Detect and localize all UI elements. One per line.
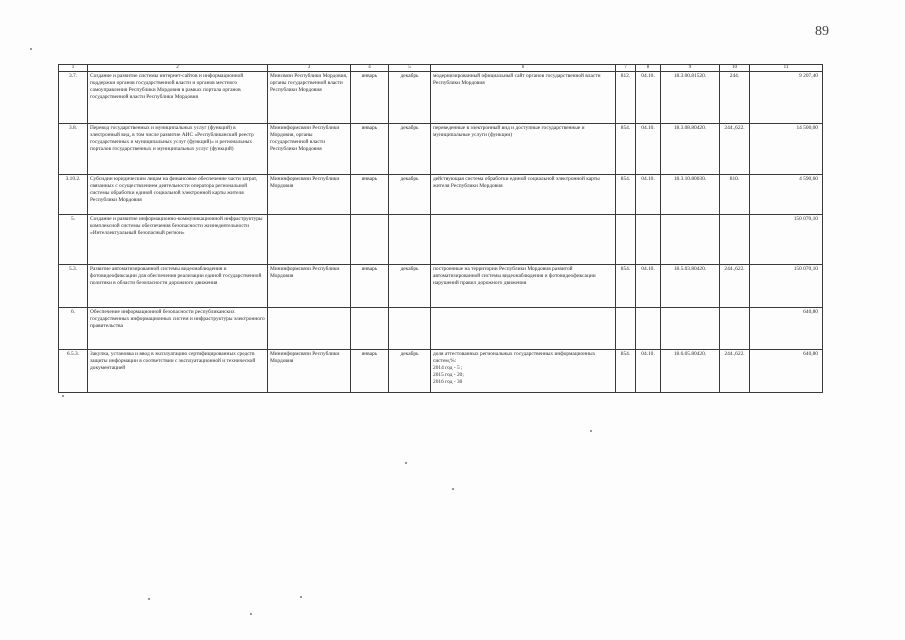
start-month: январь bbox=[351, 265, 389, 308]
code-expense-type bbox=[720, 215, 750, 265]
scan-speck bbox=[148, 598, 150, 600]
end-month: декабрь bbox=[389, 124, 431, 175]
executor: Минсвязи Республики Мордовия, органы государственной власти Республики Мордовия bbox=[268, 72, 351, 124]
end-month bbox=[389, 215, 431, 265]
amount: 640,80 bbox=[750, 350, 823, 393]
expected-result bbox=[431, 308, 616, 350]
expected-result: построенные на территории Республики Мордовия развитой автоматизированной системы видеонаблюдения и фотовидеофиксации нарушений правил дорожного движения bbox=[431, 265, 616, 308]
code-grbs: 854. bbox=[616, 175, 636, 215]
expected-result: переведенные в электронный вид и доступные государственные и муниципальные услуги (функции) bbox=[431, 124, 616, 175]
code-section bbox=[636, 308, 661, 350]
code-grbs: 854. bbox=[616, 124, 636, 175]
budget-table bbox=[58, 64, 823, 393]
measure-description: Создание и развитие информационно-коммуникационной инфраструктуры комплексной системы обеспечения безопасности жизнедеятельности «Интеллектуальный безопасный регион» bbox=[88, 215, 268, 265]
executor: Мининформсвязи Республики Мордовия bbox=[268, 265, 351, 308]
code-target: 18.3.00.81520. bbox=[661, 72, 720, 124]
executor bbox=[268, 215, 351, 265]
scan-speck bbox=[250, 613, 252, 615]
code-target bbox=[661, 308, 720, 350]
amount: 4 590,60 bbox=[750, 175, 823, 215]
amount: 150 070,10 bbox=[750, 215, 823, 265]
scan-speck bbox=[452, 488, 454, 490]
scan-speck bbox=[300, 596, 302, 598]
code-target: 18.6.05.80420. bbox=[661, 350, 720, 393]
code-target: 18.3.08.80420. bbox=[661, 124, 720, 175]
row-number: 5.3. bbox=[59, 265, 88, 308]
scan-speck bbox=[62, 395, 64, 397]
code-grbs bbox=[616, 215, 636, 265]
row-number: 5. bbox=[59, 215, 88, 265]
code-section: 04.10. bbox=[636, 265, 661, 308]
scan-speck bbox=[590, 430, 592, 432]
start-month bbox=[351, 308, 389, 350]
end-month: декабрь bbox=[389, 350, 431, 393]
column-number-row bbox=[59, 65, 823, 72]
result-line: 2016 год - 30 bbox=[433, 379, 463, 385]
result-line: 2014 год - 5 ; bbox=[433, 365, 463, 371]
table-row bbox=[59, 308, 823, 350]
executor: Мининформсвязи Республики Мордовия bbox=[268, 350, 351, 393]
measure-description: Перевод государственных и муниципальных услуг (функций) в электронный вид, в том числе развитие АИС «Республиканский реестр государственных и муниципальных услуг (функций)» и региональных порталов государственных и муниципальных услуг (функций) bbox=[88, 124, 268, 175]
row-number: 6. bbox=[59, 308, 88, 350]
amount: 150 070,10 bbox=[750, 265, 823, 308]
expected-result bbox=[431, 350, 616, 393]
measure-description: Обеспечение информационной безопасности республиканских государственных информационных систем и инфраструктуры электронного правительства bbox=[88, 308, 268, 350]
executor bbox=[268, 308, 351, 350]
scan-speck bbox=[405, 462, 407, 464]
col-header: 6 bbox=[431, 65, 616, 72]
amount: 14 500,00 bbox=[750, 124, 823, 175]
code-grbs: 854. bbox=[616, 350, 636, 393]
end-month: декабрь bbox=[389, 72, 431, 124]
col-header: 8 bbox=[636, 65, 661, 72]
code-expense-type: 244.,622. bbox=[720, 265, 750, 308]
result-text: доля аттестованных региональных государственных информационных систем,%: bbox=[433, 351, 596, 364]
measure-description: Субсидии юридическим лицам на финансовое обеспечение части затрат, связанных с осуществлением деятельности оператора региональной системы обработки единой социальной электронной карты жителя Республики Мордовия bbox=[88, 175, 268, 215]
expected-result bbox=[431, 215, 616, 265]
col-header: 5 bbox=[389, 65, 431, 72]
code-grbs bbox=[616, 308, 636, 350]
end-month bbox=[389, 308, 431, 350]
table-row bbox=[59, 265, 823, 308]
col-header: 2 bbox=[88, 65, 268, 72]
code-target bbox=[661, 215, 720, 265]
col-header: 3 bbox=[268, 65, 351, 72]
start-month: январь bbox=[351, 175, 389, 215]
table-row bbox=[59, 72, 823, 124]
executor: Мининформсвязи Республики Мордовия bbox=[268, 175, 351, 215]
table-row bbox=[59, 175, 823, 215]
row-number: 3.8. bbox=[59, 124, 88, 175]
row-number: 3.10.2. bbox=[59, 175, 88, 215]
code-section: 04.10. bbox=[636, 72, 661, 124]
col-header: 10 bbox=[720, 65, 750, 72]
col-header: 9 bbox=[661, 65, 720, 72]
measure-description: Закупка, установка и ввод в эксплуатацию сертифицированных средств защиты информации в соответствии с эксплуатационной и технической документацией bbox=[88, 350, 268, 393]
executor: Мининформсвязи Республики Мордовия, органы государственной власти Республики Мордовия bbox=[268, 124, 351, 175]
start-month: январь bbox=[351, 350, 389, 393]
end-month: декабрь bbox=[389, 175, 431, 215]
expected-result: действующая система обработки единой социальной электронной карты жителя Республики Мордовия bbox=[431, 175, 616, 215]
result-line: 2015 год - 20; bbox=[433, 372, 464, 378]
code-section bbox=[636, 215, 661, 265]
col-header: 7 bbox=[616, 65, 636, 72]
row-number: 3.7. bbox=[59, 72, 88, 124]
code-section: 04.10. bbox=[636, 124, 661, 175]
table-row bbox=[59, 350, 823, 393]
col-header: 11 bbox=[750, 65, 823, 72]
start-month bbox=[351, 215, 389, 265]
code-grbs: 854. bbox=[616, 265, 636, 308]
col-header: 1 bbox=[59, 65, 88, 72]
table-row bbox=[59, 124, 823, 175]
measure-description: Развитие автоматизированной системы видеонаблюдения и фотовидеофиксации для обеспечения реализации единой государственной политики в области безопасности дорожного движения bbox=[88, 265, 268, 308]
col-header: 4 bbox=[351, 65, 389, 72]
amount: 640,80 bbox=[750, 308, 823, 350]
code-target: 18.3.10.80030. bbox=[661, 175, 720, 215]
scan-speck bbox=[30, 48, 32, 50]
code-expense-type: 244. bbox=[720, 72, 750, 124]
start-month: январь bbox=[351, 124, 389, 175]
code-section: 04.10. bbox=[636, 350, 661, 393]
code-expense-type: 810. bbox=[720, 175, 750, 215]
start-month: январь bbox=[351, 72, 389, 124]
row-number: 6.5.3. bbox=[59, 350, 88, 393]
code-expense-type: 244.,622. bbox=[720, 350, 750, 393]
end-month: декабрь bbox=[389, 265, 431, 308]
page-number: 89 bbox=[815, 24, 829, 39]
code-target: 18.5.03.80420. bbox=[661, 265, 720, 308]
amount: 9 207,40 bbox=[750, 72, 823, 124]
expected-result: модернизированный официальный сайт органов государственной власти Республики Мордовия bbox=[431, 72, 616, 124]
code-expense-type bbox=[720, 308, 750, 350]
table-row bbox=[59, 215, 823, 265]
code-expense-type: 244.,622. bbox=[720, 124, 750, 175]
code-grbs: 812. bbox=[616, 72, 636, 124]
measure-description: Создание и развитие системы интернет-сайтов и информационной поддержки органов государственной власти и органов местного самоуправления Республики Мордовия в рамках портала органов государственной власти Республики Мордовия bbox=[88, 72, 268, 124]
code-section: 04.10. bbox=[636, 175, 661, 215]
